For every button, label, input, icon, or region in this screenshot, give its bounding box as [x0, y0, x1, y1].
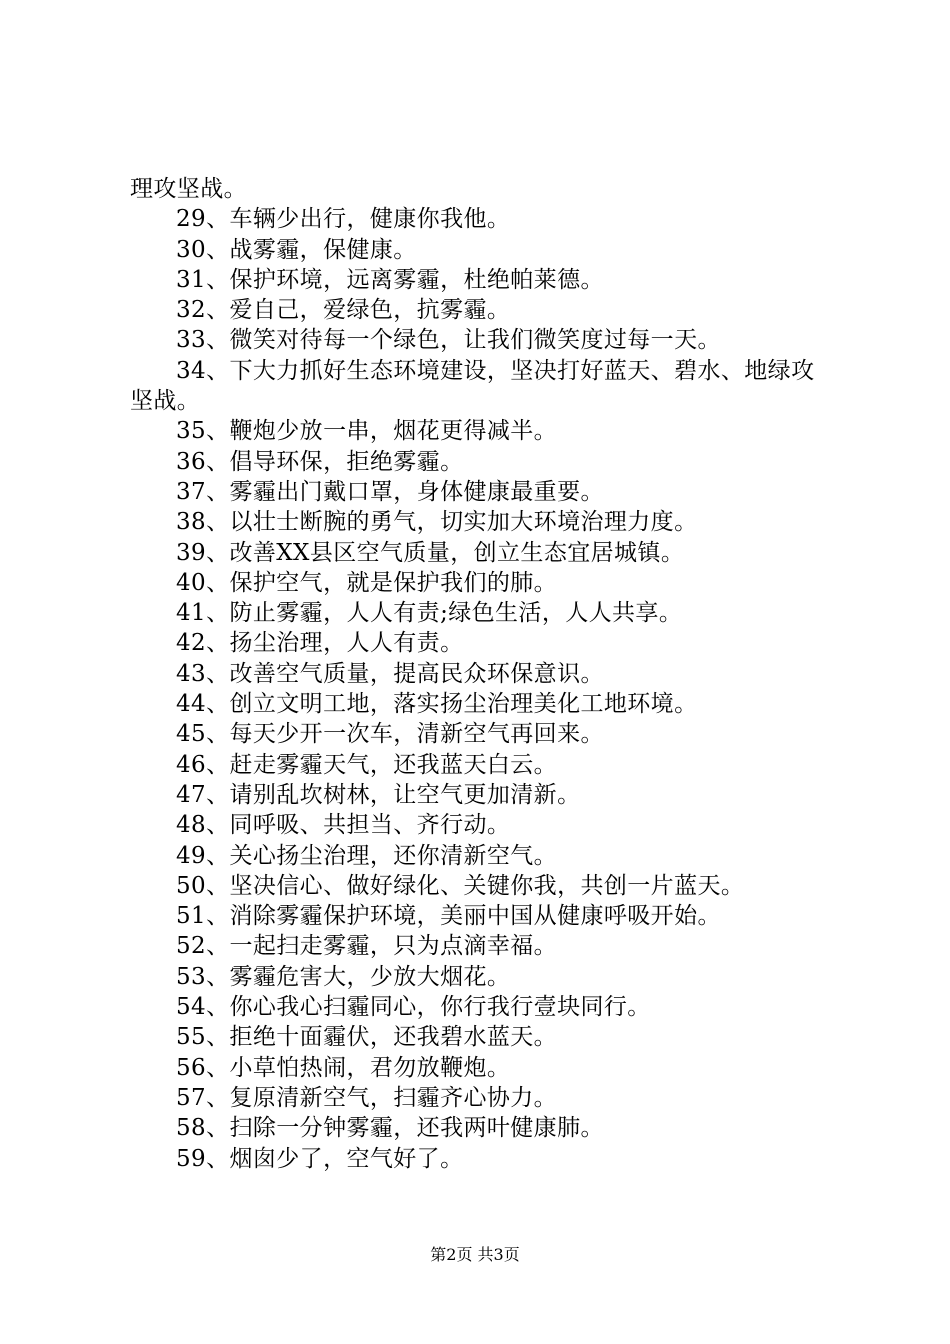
list-item: 33、微笑对待每一个绿色，让我们微笑度过每一天。 [176, 327, 721, 354]
list-item: 42、扬尘治理，人人有责。 [176, 630, 464, 657]
list-item: 50、坚决信心、做好绿化、关键你我，共创一片蓝天。 [176, 872, 745, 899]
list-item: 51、消除雾霾保护环境，美丽中国从健康呼吸开始。 [176, 903, 721, 930]
list-item: 38、以壮士断腕的勇气，切实加大环境治理力度。 [176, 509, 698, 536]
continuation-line: 理攻坚战。 [130, 176, 247, 202]
list-item: 34、下大力抓好生态环境建设，坚决打好蓝天、碧水、地绿攻坚战。 [130, 357, 815, 415]
list-item: 39、改善XX县区空气质量，创立生态宜居城镇。 [176, 539, 685, 566]
list-item: 31、保护环境，远离雾霾，杜绝帕莱德。 [176, 266, 604, 293]
list-item: 36、倡导环保，拒绝雾霾。 [176, 448, 464, 475]
page-number-label: 第2页 共3页 [430, 1245, 520, 1264]
list-item: 54、你心我心扫霾同心，你行我行壹块同行。 [176, 994, 651, 1021]
list-item: 29、车辆少出行，健康你我他。 [176, 206, 511, 233]
list-item: 46、赶走雾霾天气，还我蓝天白云。 [176, 751, 558, 778]
list-item: 44、创立文明工地，落实扬尘治理美化工地环境。 [176, 691, 698, 718]
list-item: 58、扫除一分钟雾霾，还我两叶健康肺。 [176, 1115, 604, 1142]
list-item: 57、复原清新空气，扫霾齐心协力。 [176, 1084, 558, 1111]
list-item: 35、鞭炮少放一串，烟花更得减半。 [176, 418, 558, 445]
list-item: 43、改善空气质量，提高民众环保意识。 [176, 660, 604, 687]
page-footer [0, 1244, 950, 1266]
list-item: 49、关心扬尘治理，还你清新空气。 [176, 842, 558, 869]
list-item: 45、每天少开一次车，清新空气再回来。 [176, 721, 604, 748]
list-item: 55、拒绝十面霾伏，还我碧水蓝天。 [176, 1024, 558, 1051]
list-item: 37、雾霾出门戴口罩，身体健康最重要。 [176, 478, 604, 505]
list-item: 48、同呼吸、共担当、齐行动。 [176, 812, 511, 839]
list-item: 41、防止雾霾，人人有责;绿色生活，人人共享。 [176, 600, 683, 627]
list-item: 30、战雾霾，保健康。 [176, 236, 417, 263]
list-item: 59、烟囱少了，空气好了。 [176, 1145, 464, 1172]
list-item: 40、保护空气，就是保护我们的肺。 [176, 569, 558, 596]
list-item: 56、小草怕热闹，君勿放鞭炮。 [176, 1054, 511, 1081]
list-item: 47、请别乱坎树林，让空气更加清新。 [176, 781, 581, 808]
list-item: 32、爱自己，爱绿色，抗雾霾。 [176, 297, 511, 324]
list-item: 53、雾霾危害大，少放大烟花。 [176, 963, 511, 990]
document-body [130, 174, 830, 1174]
list-item: 52、一起扫走雾霾，只为点滴幸福。 [176, 933, 558, 960]
